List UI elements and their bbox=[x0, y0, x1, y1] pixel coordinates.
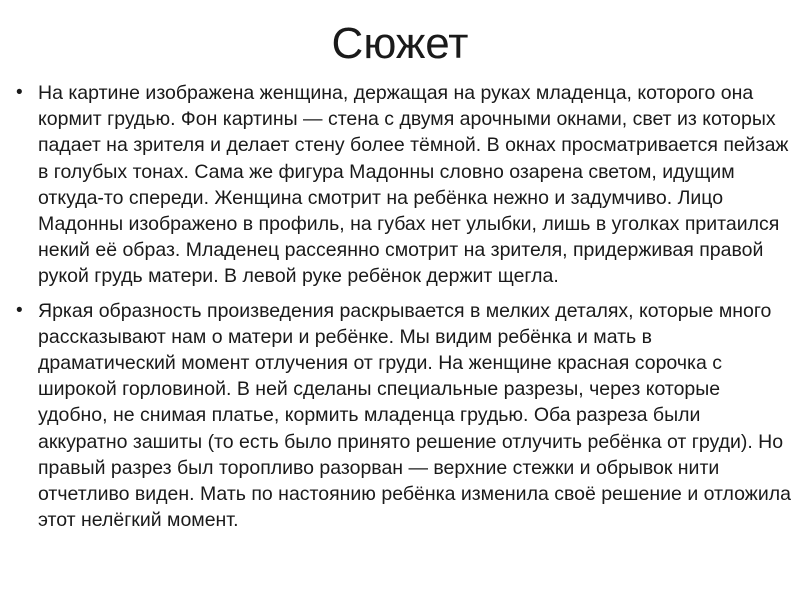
bullet-text: Яркая образность произведения раскрывается в мелких деталях, которые много рассказывают нам о матери и ребёнке. Мы видим ребёнка и мать в драматический момент отлучения от груди. На женщине красная сорочка с широкой горловиной. В ней сделаны специальные разрезы, через которые удобно, не снимая платье, кормить младенца грудью. Оба разреза были аккуратно зашиты (то есть было принято решение отлучить ребёнка от груди). Но правый разрез был торопливо разорван — верхние стежки и обрывок нити отчетливо виден. Мать по настоянию ребёнка изменила своё решение и отложила этот нелёгкий момент. bbox=[38, 299, 791, 532]
bullet-marker: • bbox=[16, 299, 23, 321]
slide-title: Сюжет bbox=[331, 19, 469, 68]
bullet-item bbox=[16, 80, 792, 290]
bullet-marker: • bbox=[16, 82, 23, 103]
bullet-item bbox=[16, 298, 792, 534]
bullet-text: На картине изображена женщина, держащая на руках младенца, которого она кормит грудью. Фон картины — стена с двумя арочными окнами, свет из которых падает на зрителя и делает стену более тёмной. В окнах просматривается пейзаж в голубых тонах. Сама же фигура Мадонны словно озарена светом, идущим откуда-то спереди. Женщина смотрит на ребёнка нежно и задумчиво. Лицо Мадонны изображено в профиль, на губах нет улыбки, лишь в уголках притаился некий её образ. Младенец рассеянно смотрит на зрителя, придерживая правой рукой грудь матери. В левой руке ребёнок держит щегла. bbox=[38, 82, 789, 288]
bullet-list bbox=[16, 80, 792, 541]
